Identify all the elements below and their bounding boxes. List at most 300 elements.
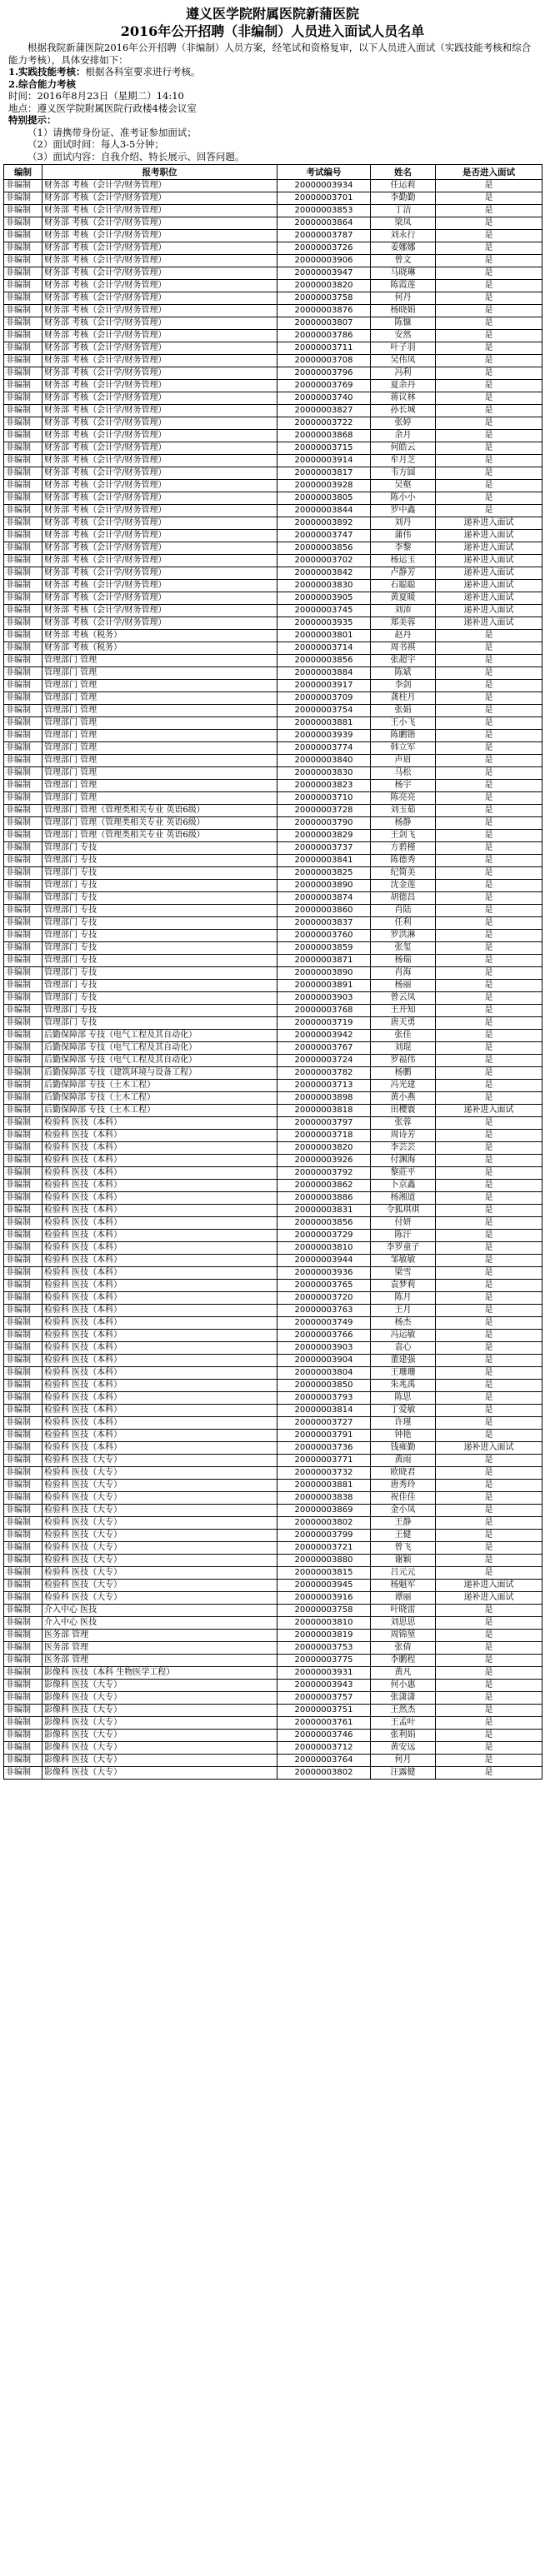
table-row — [4, 1530, 542, 1542]
cell-exam-number: 20000003804 — [278, 1367, 371, 1380]
cell-category: 非编制 — [4, 542, 42, 555]
cell-exam-number: 20000003746 — [278, 1730, 371, 1742]
cell-result: 是 — [436, 755, 542, 767]
cell-name: 石聪聪 — [371, 580, 436, 592]
cell-category: 非编制 — [4, 567, 42, 580]
cell-category: 非编制 — [4, 1617, 42, 1630]
cell-exam-number: 20000003754 — [278, 705, 371, 717]
notice-title: 特别提示： — [8, 114, 57, 126]
cell-name: 曾飞 — [371, 1542, 436, 1555]
cell-name: 欧晓君 — [371, 1467, 436, 1480]
cell-position: 检验科 医技（本科） — [42, 1442, 278, 1455]
cell-position: 财务部 考核（会计学/财务管理） — [42, 617, 278, 630]
table-row — [4, 767, 542, 780]
table-row — [4, 855, 542, 867]
table-row — [4, 1642, 542, 1655]
cell-result: 是 — [436, 880, 542, 892]
table-row — [4, 1217, 542, 1230]
table-row — [4, 1305, 542, 1317]
cell-exam-number: 20000003807 — [278, 317, 371, 330]
cell-category: 非编制 — [4, 1542, 42, 1555]
table-row — [4, 1755, 542, 1767]
cell-category: 非编制 — [4, 817, 42, 830]
cell-name: 李罗童子 — [371, 1242, 436, 1255]
cell-result: 是 — [436, 1017, 542, 1030]
table-row — [4, 692, 542, 705]
cell-category: 非编制 — [4, 630, 42, 642]
cell-exam-number: 20000003758 — [278, 292, 371, 305]
cell-name: 黄夏暖 — [371, 592, 436, 605]
cell-position: 财务部 考核（会计学/财务管理） — [42, 430, 278, 442]
cell-exam-number: 20000003701 — [278, 192, 371, 205]
cell-category: 非编制 — [4, 317, 42, 330]
table-row — [4, 1767, 542, 1780]
cell-position: 管理部门 专技 — [42, 955, 278, 967]
cell-exam-number: 20000003944 — [278, 1255, 371, 1267]
cell-result: 是 — [436, 1667, 542, 1680]
cell-name: 梁凤 — [371, 217, 436, 230]
cell-result: 是 — [436, 442, 542, 455]
cell-category: 非编制 — [4, 1592, 42, 1605]
cell-category: 非编制 — [4, 205, 42, 217]
cell-result: 是 — [436, 1680, 542, 1692]
cell-category: 非编制 — [4, 955, 42, 967]
cell-position: 管理部门 专技 — [42, 967, 278, 980]
cell-category: 非编制 — [4, 1492, 42, 1505]
cell-exam-number: 20000003880 — [278, 1555, 371, 1567]
cell-position: 后勤保障部 专技（土木工程） — [42, 1092, 278, 1105]
table-row — [4, 1692, 542, 1705]
cell-name: 杨晓娟 — [371, 305, 436, 317]
cell-exam-number: 20000003708 — [278, 355, 371, 367]
table-row — [4, 1405, 542, 1417]
table-row — [4, 1367, 542, 1380]
cell-exam-number: 20000003722 — [278, 417, 371, 430]
cell-name: 吴伟凤 — [371, 355, 436, 367]
cell-exam-number: 20000003936 — [278, 1267, 371, 1280]
table-row — [4, 605, 542, 617]
cell-category: 非编制 — [4, 642, 42, 655]
cell-position: 管理部门 管理 — [42, 730, 278, 742]
cell-result: 是 — [436, 1505, 542, 1517]
cell-position: 财务部 考核（会计学/财务管理） — [42, 330, 278, 342]
cell-name: 李剑 — [371, 680, 436, 692]
cell-position: 检验科 医技（本科） — [42, 1130, 278, 1142]
cell-result: 是 — [436, 680, 542, 692]
cell-exam-number: 20000003815 — [278, 1567, 371, 1580]
cell-name: 陈亮亮 — [371, 792, 436, 805]
cell-exam-number: 20000003814 — [278, 1405, 371, 1417]
table-row — [4, 1442, 542, 1455]
table-body — [4, 180, 542, 1780]
cell-name: 王小飞 — [371, 717, 436, 730]
cell-category: 非编制 — [4, 1517, 42, 1530]
cell-exam-number: 20000003874 — [278, 892, 371, 905]
cell-result: 是 — [436, 1617, 542, 1630]
cell-position: 财务部 考核（会计学/财务管理） — [42, 217, 278, 230]
cell-category: 非编制 — [4, 1367, 42, 1380]
cell-name: 叶子羽 — [371, 342, 436, 355]
cell-name: 张超宇 — [371, 655, 436, 667]
cell-exam-number: 20000003793 — [278, 1392, 371, 1405]
table-row — [4, 1092, 542, 1105]
cell-position: 影像科 医技（大专） — [42, 1692, 278, 1705]
cell-position: 管理部门 专技 — [42, 917, 278, 930]
cell-name: 马松 — [371, 767, 436, 780]
cell-category: 非编制 — [4, 217, 42, 230]
cell-category: 非编制 — [4, 1442, 42, 1455]
cell-position: 财务部 考核（会计学/财务管理） — [42, 542, 278, 555]
cell-exam-number: 20000003903 — [278, 992, 371, 1005]
cell-name: 王健 — [371, 1530, 436, 1542]
table-row — [4, 1417, 542, 1430]
cell-category: 非编制 — [4, 1380, 42, 1392]
cell-category: 非编制 — [4, 1092, 42, 1105]
cell-position: 管理部门 专技 — [42, 880, 278, 892]
cell-category: 非编制 — [4, 1555, 42, 1567]
table-row — [4, 380, 542, 392]
cell-result: 是 — [436, 942, 542, 955]
cell-result: 是 — [436, 1455, 542, 1467]
cell-name: 马晓琳 — [371, 267, 436, 280]
cell-result: 是 — [436, 1480, 542, 1492]
table-row — [4, 1030, 542, 1042]
cell-result: 是 — [436, 230, 542, 242]
cell-exam-number: 20000003892 — [278, 517, 371, 530]
cell-exam-number: 20000003928 — [278, 480, 371, 492]
cell-exam-number: 20000003760 — [278, 930, 371, 942]
table-row — [4, 892, 542, 905]
cell-position: 影像科 医技（本科 生物医学工程） — [42, 1667, 278, 1680]
cell-result: 是 — [436, 1705, 542, 1717]
cell-result: 是 — [436, 1417, 542, 1430]
cell-name: 张娟 — [371, 705, 436, 717]
cell-result: 是 — [436, 955, 542, 967]
cell-result: 是 — [436, 192, 542, 205]
cell-exam-number: 20000003838 — [278, 1492, 371, 1505]
cell-name: 陈鹏锴 — [371, 730, 436, 742]
cell-exam-number: 20000003898 — [278, 1092, 371, 1105]
cell-exam-number: 20000003827 — [278, 405, 371, 417]
cell-result: 是 — [436, 180, 542, 192]
cell-position: 财务部 考核（会计学/财务管理） — [42, 192, 278, 205]
table-row — [4, 1130, 542, 1142]
cell-position: 财务部 考核（会计学/财务管理） — [42, 267, 278, 280]
cell-category: 非编制 — [4, 1255, 42, 1267]
cell-exam-number: 20000003859 — [278, 942, 371, 955]
table-row — [4, 942, 542, 955]
cell-category: 非编制 — [4, 1217, 42, 1230]
table-row — [4, 242, 542, 255]
cell-position: 检验科 医技（本科） — [42, 1117, 278, 1130]
cell-category: 非编制 — [4, 1355, 42, 1367]
cell-category: 非编制 — [4, 430, 42, 442]
cell-result: 是 — [436, 817, 542, 830]
cell-exam-number: 20000003868 — [278, 430, 371, 442]
cell-exam-number: 20000003818 — [278, 1105, 371, 1117]
cell-exam-number: 20000003903 — [278, 1342, 371, 1355]
cell-result: 递补进入面试 — [436, 605, 542, 617]
cell-name: 姜娜娜 — [371, 242, 436, 255]
cell-exam-number: 20000003886 — [278, 1192, 371, 1205]
table-row — [4, 1267, 542, 1280]
cell-name: 孙长城 — [371, 405, 436, 417]
cell-position: 管理部门 管理 — [42, 780, 278, 792]
cell-result: 是 — [436, 392, 542, 405]
cell-result: 是 — [436, 1180, 542, 1192]
interview-time: 时间：2016年8月23日（星期二）14:10 — [8, 90, 184, 102]
cell-category: 非编制 — [4, 1455, 42, 1467]
cell-exam-number: 20000003724 — [278, 1055, 371, 1067]
cell-position: 财务部 考核（会计学/财务管理） — [42, 367, 278, 380]
cell-result: 是 — [436, 467, 542, 480]
cell-exam-number: 20000003837 — [278, 917, 371, 930]
cell-position: 管理部门 专技 — [42, 980, 278, 992]
cell-position: 后勤保障部 专技（土木工程） — [42, 1080, 278, 1092]
cell-exam-number: 20000003914 — [278, 455, 371, 467]
intro-paragraph: 根据我院新蒲医院2016年公开招聘（非编制）人员方案，经笔试和资格复审，以下人员进入面试（实践技能考核和综合能力考核），具体安排如下： — [8, 42, 532, 66]
cell-name: 王孟叶 — [371, 1717, 436, 1730]
cell-exam-number: 20000003850 — [278, 1380, 371, 1392]
table-row — [4, 1330, 542, 1342]
table-row — [4, 442, 542, 455]
cell-position: 财务部 考核（会计学/财务管理） — [42, 280, 278, 292]
table-row — [4, 392, 542, 405]
cell-position: 后勤保障部 专技（建筑环境与设备工程） — [42, 1067, 278, 1080]
table-header-row — [4, 165, 542, 180]
cell-name: 黄小燕 — [371, 1092, 436, 1105]
cell-exam-number: 20000003829 — [278, 830, 371, 842]
cell-name: 杨魁军 — [371, 1580, 436, 1592]
table-row — [4, 992, 542, 1005]
cell-exam-number: 20000003757 — [278, 1692, 371, 1705]
cell-result: 是 — [436, 930, 542, 942]
table-row — [4, 267, 542, 280]
cell-category: 非编制 — [4, 230, 42, 242]
cell-name: 张玺 — [371, 942, 436, 955]
cell-name: 纪简美 — [371, 867, 436, 880]
table-row — [4, 930, 542, 942]
cell-category: 非编制 — [4, 755, 42, 767]
cell-category: 非编制 — [4, 842, 42, 855]
cell-exam-number: 20000003934 — [278, 180, 371, 192]
cell-category: 非编制 — [4, 1330, 42, 1342]
cell-position: 财务部 考核（会计学/财务管理） — [42, 230, 278, 242]
cell-name: 刘沛 — [371, 605, 436, 617]
cell-exam-number: 20000003825 — [278, 867, 371, 880]
table-row — [4, 842, 542, 855]
cell-position: 管理部门 专技 — [42, 905, 278, 917]
cell-name: 陈德秀 — [371, 855, 436, 867]
cell-result: 是 — [436, 855, 542, 867]
cell-position: 医务部 管理 — [42, 1655, 278, 1667]
cell-exam-number: 20000003740 — [278, 392, 371, 405]
cell-position: 财务部 考核（会计学/财务管理） — [42, 292, 278, 305]
cell-name: 金小凤 — [371, 1505, 436, 1517]
table-row — [4, 1292, 542, 1305]
cell-result: 是 — [436, 905, 542, 917]
cell-result: 是 — [436, 1280, 542, 1292]
cell-category: 非编制 — [4, 942, 42, 955]
table-row — [4, 1717, 542, 1730]
cell-position: 影像科 医技（大专） — [42, 1717, 278, 1730]
cell-category: 非编制 — [4, 255, 42, 267]
cell-exam-number: 20000003939 — [278, 730, 371, 742]
cell-exam-number: 20000003719 — [278, 1017, 371, 1030]
cell-category: 非编制 — [4, 192, 42, 205]
cell-position: 检验科 医技（本科） — [42, 1417, 278, 1430]
table-row — [4, 1430, 542, 1442]
cell-position: 财务部 考核（税务） — [42, 630, 278, 642]
table-row — [4, 830, 542, 842]
cell-category: 非编制 — [4, 1030, 42, 1042]
cell-category: 非编制 — [4, 305, 42, 317]
cell-category: 非编制 — [4, 1142, 42, 1155]
cell-result: 是 — [436, 1542, 542, 1555]
cell-result: 是 — [436, 1730, 542, 1742]
cell-exam-number: 20000003765 — [278, 1280, 371, 1292]
table-row — [4, 505, 542, 517]
table-row — [4, 1555, 542, 1567]
cell-result: 是 — [436, 980, 542, 992]
table-row — [4, 667, 542, 680]
cell-name: 祝佳佳 — [371, 1492, 436, 1505]
cell-position: 影像科 医技（大专） — [42, 1755, 278, 1767]
cell-category: 非编制 — [4, 1105, 42, 1117]
cell-position: 后勤保障部 专技（电气工程及其自动化） — [42, 1042, 278, 1055]
cell-name: 张利娟 — [371, 1730, 436, 1742]
cell-result: 是 — [436, 292, 542, 305]
cell-position: 财务部 考核（会计学/财务管理） — [42, 205, 278, 217]
cell-result: 是 — [436, 405, 542, 417]
cell-exam-number: 20000003728 — [278, 805, 371, 817]
cell-result: 是 — [436, 1655, 542, 1667]
cell-exam-number: 20000003767 — [278, 1042, 371, 1055]
cell-name: 杨宇 — [371, 780, 436, 792]
cell-exam-number: 20000003774 — [278, 742, 371, 755]
cell-result: 是 — [436, 1430, 542, 1442]
cell-category: 非编制 — [4, 1742, 42, 1755]
cell-category: 非编制 — [4, 1405, 42, 1417]
cell-name: 刘琨 — [371, 1042, 436, 1055]
cell-category: 非编制 — [4, 1005, 42, 1017]
cell-result: 是 — [436, 505, 542, 517]
cell-result: 是 — [436, 867, 542, 880]
cell-result: 递补进入面试 — [436, 555, 542, 567]
cell-category: 非编制 — [4, 705, 42, 717]
table-row — [4, 617, 542, 630]
table-row — [4, 355, 542, 367]
table-row — [4, 1255, 542, 1267]
cell-category: 非编制 — [4, 592, 42, 605]
cell-name: 安然 — [371, 330, 436, 342]
cell-result: 是 — [436, 267, 542, 280]
table-row — [4, 1280, 542, 1292]
cell-exam-number: 20000003791 — [278, 1430, 371, 1442]
cell-exam-number: 20000003916 — [278, 1592, 371, 1605]
cell-category: 非编制 — [4, 1055, 42, 1067]
table-row — [4, 817, 542, 830]
cell-name: 陈汗 — [371, 1230, 436, 1242]
cell-position: 检验科 医技（大专） — [42, 1492, 278, 1505]
cell-name: 李勤勤 — [371, 192, 436, 205]
table-row — [4, 592, 542, 605]
cell-exam-number: 20000003726 — [278, 242, 371, 255]
table-row — [4, 1005, 542, 1017]
cell-name: 张婷 — [371, 417, 436, 430]
cell-position: 检验科 医技（本科） — [42, 1330, 278, 1342]
cell-result: 是 — [436, 280, 542, 292]
cell-name: 胡德昌 — [371, 892, 436, 905]
cell-name: 邹敏敏 — [371, 1255, 436, 1267]
cell-result: 递补进入面试 — [436, 592, 542, 605]
cell-category: 非编制 — [4, 1730, 42, 1742]
header-category: 编制 — [4, 165, 42, 180]
cell-position: 财务部 考核（会计学/财务管理） — [42, 605, 278, 617]
cell-result: 是 — [436, 1742, 542, 1755]
cell-exam-number: 20000003702 — [278, 555, 371, 567]
cell-exam-number: 20000003747 — [278, 530, 371, 542]
cell-name: 陈思 — [371, 1392, 436, 1405]
cell-position: 财务部 考核（会计学/财务管理） — [42, 555, 278, 567]
cell-result: 是 — [436, 1117, 542, 1130]
cell-position: 影像科 医技（大专） — [42, 1705, 278, 1717]
cell-exam-number: 20000003926 — [278, 1155, 371, 1167]
cell-result: 是 — [436, 1080, 542, 1092]
cell-result: 递补进入面试 — [436, 567, 542, 580]
cell-category: 非编制 — [4, 1680, 42, 1692]
cell-category: 非编制 — [4, 692, 42, 705]
header-result: 是否进入面试 — [436, 165, 542, 180]
cell-position: 财务部 考核（会计学/财务管理） — [42, 517, 278, 530]
cell-position: 影像科 医技（大专） — [42, 1680, 278, 1692]
cell-exam-number: 20000003823 — [278, 780, 371, 792]
cell-category: 非编制 — [4, 442, 42, 455]
cell-exam-number: 20000003751 — [278, 1705, 371, 1717]
cell-result: 是 — [436, 1242, 542, 1255]
cell-result: 是 — [436, 1167, 542, 1180]
cell-category: 非编制 — [4, 480, 42, 492]
cell-name: 肖海 — [371, 967, 436, 980]
cell-position: 管理部门 专技 — [42, 1005, 278, 1017]
cell-result: 是 — [436, 367, 542, 380]
cell-result: 是 — [436, 892, 542, 905]
cell-category: 非编制 — [4, 880, 42, 892]
cell-position: 财务部 考核（会计学/财务管理） — [42, 530, 278, 542]
cell-position: 管理部门 专技 — [42, 942, 278, 955]
table-row — [4, 580, 542, 592]
cell-position: 检验科 医技（本科） — [42, 1317, 278, 1330]
intro-section — [3, 40, 542, 164]
cell-name: 朱兆禹 — [371, 1380, 436, 1392]
cell-result: 是 — [436, 705, 542, 717]
cell-result: 是 — [436, 1555, 542, 1567]
cell-name: 赵丹 — [371, 630, 436, 642]
cell-exam-number: 20000003856 — [278, 1217, 371, 1230]
cell-position: 检验科 医技（本科） — [42, 1267, 278, 1280]
cell-name: 吴壑 — [371, 480, 436, 492]
cell-category: 非编制 — [4, 1567, 42, 1580]
table-row — [4, 1392, 542, 1405]
cell-result: 递补进入面试 — [436, 1592, 542, 1605]
cell-exam-number: 20000003766 — [278, 1330, 371, 1342]
cell-position: 管理部门 管理 — [42, 755, 278, 767]
cell-exam-number: 20000003749 — [278, 1317, 371, 1330]
cell-exam-number: 20000003736 — [278, 1442, 371, 1455]
cell-name: 夏余丹 — [371, 380, 436, 392]
cell-result: 是 — [436, 430, 542, 442]
cell-category: 非编制 — [4, 917, 42, 930]
